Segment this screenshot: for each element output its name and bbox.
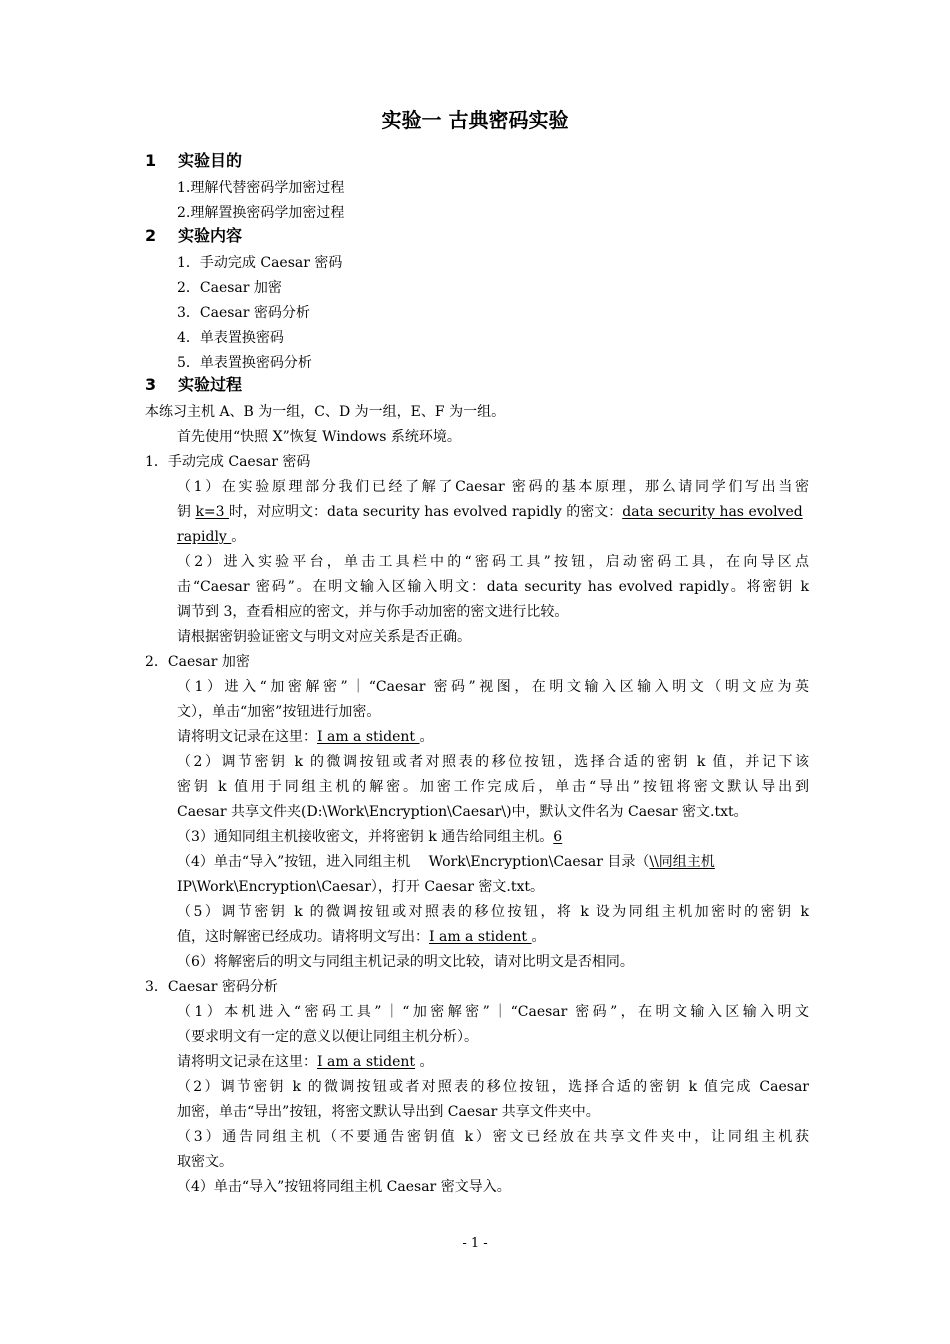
text: （4）单击“导入”按钮，进入同组主机 Work\Encryption\Caesar 目录（ xyxy=(177,854,650,870)
paragraph xyxy=(177,852,715,872)
content-item: 3．Caesar 密码分析 xyxy=(177,305,310,321)
page-title: 实验一 古典密码实验 xyxy=(381,108,569,132)
answer-key: k=3 xyxy=(195,504,230,520)
text: 钥 xyxy=(177,504,196,520)
answer-plaintext: I am a stident xyxy=(317,729,420,745)
paragraph xyxy=(177,1052,433,1072)
section-heading-contents xyxy=(145,225,242,247)
content-item: 2．Caesar 加密 xyxy=(177,280,282,296)
text: 时，对应明文：data security has evolved rapidly 的密文： xyxy=(229,504,623,520)
section-number: 3 xyxy=(145,375,157,394)
answer-key: 6 xyxy=(553,829,563,845)
answer-plaintext: I am a stident xyxy=(429,929,532,945)
section-number: 1 xyxy=(145,151,157,170)
section-number: 2 xyxy=(145,226,157,245)
text: 值，这时解密已经成功。请将明文写出： xyxy=(177,929,429,945)
text: 。 xyxy=(419,729,434,745)
paragraph: 取密文。 xyxy=(177,1154,233,1170)
section-title: 实验过程 xyxy=(178,375,243,394)
paragraph: （1）在实验原理部分我们已经了解了Caesar 密码的基本原理，那么请同学们写出当密 xyxy=(177,479,809,495)
content-item: 4．单表置换密码 xyxy=(177,330,284,346)
paragraph: （2）调节密钥 k 的微调按钮或者对照表的移位按钮，选择合适的密钥 k 值，并记下该 xyxy=(177,754,809,770)
text: 。 xyxy=(231,529,246,545)
paragraph: （3）通告同组主机（不要通告密钥值 k）密文已经放在共享文件夹中，让同组主机获 xyxy=(177,1129,809,1145)
paragraph xyxy=(177,927,545,947)
paragraph: （5）调节密钥 k 的微调按钮或对照表的移位按钮，将 k 设为同组主机加密时的密钥 k xyxy=(177,904,809,920)
paragraph: 调节到 3，查看相应的密文，并与你手动加密的密文进行比较。 xyxy=(177,604,569,620)
section-title: 实验目的 xyxy=(178,151,243,170)
page-number: - 1 - xyxy=(462,1236,488,1251)
paragraph xyxy=(177,527,245,547)
section-title: 实验内容 xyxy=(178,226,243,245)
subsection-heading: 3．Caesar 密码分析 xyxy=(145,979,278,995)
paragraph: （2）进入实验平台，单击工具栏中的“密码工具”按钮，启动密码工具，在向导区点 xyxy=(177,554,809,570)
paragraph: （2）调节密钥 k 的微调按钮或者对照表的移位按钮，选择合适的密钥 k 值完成 Caesar xyxy=(177,1079,809,1095)
text: 请将明文记录在这里： xyxy=(177,1054,317,1070)
section-heading-process xyxy=(145,374,242,396)
paragraph: 加密，单击“导出”按钮，将密文默认导出到 Caesar 共享文件夹中。 xyxy=(177,1104,600,1120)
text: （3）通知同组主机接收密文，并将密钥 k 通告给同组主机。 xyxy=(177,829,554,845)
subsection-heading: 2．Caesar 加密 xyxy=(145,654,250,670)
content-item: 1．手动完成 Caesar 密码 xyxy=(177,255,343,271)
paragraph xyxy=(177,877,544,897)
paragraph: （要求明文有一定的意义以便让同组主机分析）。 xyxy=(177,1029,478,1045)
paragraph: （1）本机进入“密码工具”｜“加密解密”｜“Caesar 密码”，在明文输入区输入明文 xyxy=(177,1004,809,1020)
answer-ciphertext: rapidly xyxy=(177,529,232,545)
section-heading-purpose xyxy=(145,150,242,172)
text: 。 xyxy=(415,1054,434,1070)
paragraph xyxy=(177,727,433,747)
paragraph: 文），单击“加密”按钮进行加密。 xyxy=(177,704,381,720)
answer-plaintext: I am a stident xyxy=(317,1054,416,1070)
answer-path: \\同组主机 xyxy=(649,854,715,870)
paragraph: 请根据密钥验证密文与明文对应关系是否正确。 xyxy=(177,629,471,645)
paragraph: 击“Caesar 密码”。在明文输入区输入明文：data security has evolved rapidly。将密钥 k xyxy=(177,579,809,595)
text: 。 xyxy=(531,929,546,945)
purpose-item: 2.理解置换密码学加密过程 xyxy=(177,205,345,221)
paragraph: （1）进入“加密解密”｜“Caesar 密码”视图，在明文输入区输入明文（明文应为英 xyxy=(177,679,809,695)
subsection-heading: 1．手动完成 Caesar 密码 xyxy=(145,454,311,470)
text: ），打开 Caesar 密文.txt。 xyxy=(370,879,544,895)
paragraph: Caesar 共享文件夹(D:\Work\Encryption\Caesar\)中，默认文件名为 Caesar 密文.txt。 xyxy=(177,804,748,820)
text: 请将明文记录在这里： xyxy=(177,729,317,745)
paragraph xyxy=(177,502,803,522)
content-item: 5．单表置换密码分析 xyxy=(177,355,312,371)
paragraph: （4）单击“导入”按钮将同组主机 Caesar 密文导入。 xyxy=(177,1179,511,1195)
answer-ciphertext: data security has evolved xyxy=(622,504,803,520)
text: IP\Work\Encryption\Caesar xyxy=(177,879,371,895)
purpose-item: 1.理解代替密码学加密过程 xyxy=(177,180,345,196)
paragraph: （6）将解密后的明文与同组主机记录的明文比较，请对比明文是否相同。 xyxy=(177,954,634,970)
paragraph: 本练习主机 A、B 为一组，C、D 为一组，E、F 为一组。 xyxy=(145,404,506,420)
paragraph: 首先使用“快照 X”恢复 Windows 系统环境。 xyxy=(177,429,461,445)
paragraph: 密钥 k 值用于同组主机的解密。加密工作完成后，单击“导出”按钮将密文默认导出到 xyxy=(177,779,809,795)
paragraph xyxy=(177,827,562,847)
